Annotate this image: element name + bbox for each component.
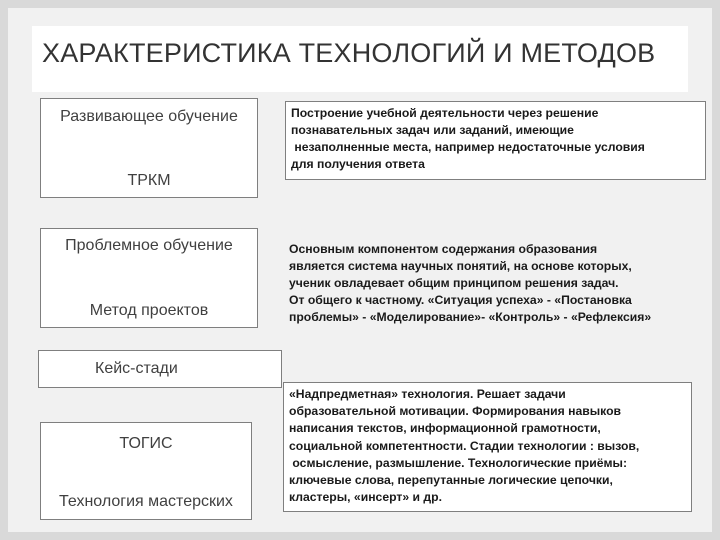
description-developing-learning: Построение учебной деятельности через решение познавательных задач или заданий, имеющие незаполненные места, например недостаточные условия для получения ответа (285, 101, 706, 180)
method-label: Технология мастерских (59, 493, 233, 510)
method-label: ТОГИС (119, 435, 173, 452)
method-label: Проблемное обучение (65, 237, 233, 254)
slide-title: ХАРАКТЕРИСТИКА ТЕХНОЛОГИЙ И МЕТОДОВ (42, 38, 656, 68)
method-box-workshops (40, 422, 252, 520)
method-box-trkm (40, 98, 258, 198)
method-label: ТРКМ (127, 172, 171, 189)
method-label: Кейс-стади (95, 360, 178, 377)
method-box-case-study (38, 350, 282, 388)
method-box-project-method (40, 228, 258, 328)
method-label: Метод проектов (89, 302, 209, 319)
description-togis: «Надпредметная» технология. Решает задачи образовательной мотивации. Формирования навыков написания текстов, информационной грамотности, социальной компетентности. Стадии технологии : вызов, осмысление, размышление. Технологические приёмы: ключевые слова, перепутанные логические цепочки, кластеры, «инсерт» и др. (283, 382, 692, 512)
method-label: Развивающее обучение (60, 108, 238, 125)
description-problem-learning: Основным компонентом содержания образования является система научных понятий, на основе которых, ученик овладевает общим принципом решения задач. От общего к частному. «Ситуация успеха» - «Постановка проблемы» - «Моделирование»- «Контроль» - «Рефлексия» (289, 242, 652, 324)
